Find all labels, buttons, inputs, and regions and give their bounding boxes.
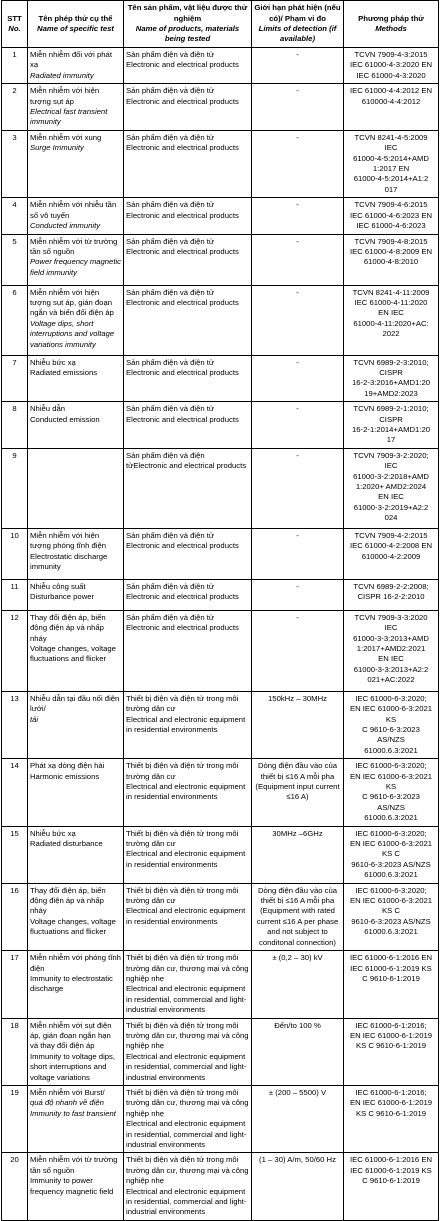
- methods-cell: [344, 234, 439, 285]
- product-cell: [124, 759, 252, 826]
- test-name-en: Conducted emission: [30, 414, 100, 424]
- method-line: IEC 61000-6-1:2016;: [355, 1020, 427, 1030]
- limit-cell: -: [252, 528, 344, 579]
- method-line: KS C 9610-6-1:2019: [355, 1041, 427, 1051]
- test-name-cell: [28, 579, 124, 610]
- test-name-cell: [28, 691, 124, 758]
- product-cell: [124, 1153, 252, 1220]
- limit-cell: -: [252, 355, 344, 402]
- product-vi: Thiết bị điện và điện tử trong môi trường dân cư: [126, 693, 239, 714]
- limit-cell: ± (0,2 – 30) kV: [252, 951, 344, 1018]
- product-vi: Thiết bị điện và điện tử trong môi trường dân cư, thương mại và công nghiệp nhẹ: [126, 1020, 249, 1051]
- table-row: [2, 1018, 439, 1085]
- product-cell: [124, 610, 252, 691]
- method-line: 61000-4-5:2014+A1:2: [353, 174, 429, 184]
- method-line: IEC 61000-6-1:2019 KS: [350, 963, 432, 973]
- header-product-vi: Tên sản phẩm, vật liệu được thử nghiệm: [127, 3, 248, 23]
- row-number: 1: [2, 48, 28, 84]
- product-en: Electronic and electrical products: [126, 143, 239, 153]
- row-number: 9: [2, 448, 28, 528]
- methods-cell: [344, 402, 439, 449]
- row-number: 7: [2, 355, 28, 402]
- header-limit: [252, 1, 344, 48]
- header-stt-en: No.: [8, 24, 21, 33]
- method-line: EN IEC 61000-6-1:2019: [349, 1030, 433, 1040]
- method-line: 017: [384, 184, 398, 194]
- test-name-vi: Miễn nhiễm với hiện tượng sụt áp, gián đoạn ngắn và biến đổi điện áp: [30, 287, 114, 318]
- row-number: 13: [2, 691, 28, 758]
- product-cell: [124, 234, 252, 285]
- method-line: CISPR: [379, 414, 403, 424]
- methods-cell: [344, 1018, 439, 1085]
- test-name-en: Immunity to electrostatic discharge: [30, 973, 113, 994]
- limit-cell: (1 – 30) A/m, 50/60 Hz: [252, 1153, 344, 1220]
- method-line: 9610-6-3:2023 AS/NZS: [351, 916, 431, 926]
- product-cell: [124, 528, 252, 579]
- methods-cell: [344, 610, 439, 691]
- test-name-cell: [28, 130, 124, 197]
- methods-cell: [344, 691, 439, 758]
- product-cell: [124, 1018, 252, 1085]
- methods-cell: [344, 1085, 439, 1152]
- header-limit-en: Limits of detection (if available): [258, 24, 337, 44]
- test-name-en: Conducted immunity: [30, 221, 101, 231]
- row-number: 10: [2, 528, 28, 579]
- test-name-vi: Miễn nhiễm với từ trường tần số nguồn: [30, 236, 118, 256]
- test-name-en: Immunity to voltage dips, short interruptions and voltage variations: [30, 1051, 116, 1082]
- limit-cell: Đến/to 100 %: [252, 1018, 344, 1085]
- test-name-cell: [28, 951, 124, 1018]
- test-name-en: Voltage changes, voltage fluctuations and flicker: [30, 916, 116, 937]
- method-line: IEC 61000-6-1:2019 KS: [350, 1165, 432, 1175]
- test-name-cell: [28, 610, 124, 691]
- table-row: [2, 84, 439, 131]
- test-name-cell: [28, 883, 124, 950]
- row-number: 4: [2, 198, 28, 234]
- row-number: 19: [2, 1085, 28, 1152]
- methods-cell: [344, 285, 439, 355]
- test-name-vi: Nhiễu dẫn tại đầu nối điện lưới/: [30, 693, 120, 714]
- product-vi: Sản phẩm điện và điện tử: [126, 404, 215, 414]
- method-line: AS/NZS: [377, 802, 405, 812]
- table-row: [2, 1085, 439, 1152]
- method-line: EN IEC 61000-6-3:2021 KS: [349, 704, 433, 724]
- method-line: 17: [386, 435, 396, 445]
- methods-cell: [344, 759, 439, 826]
- method-line: 1:2017+AMD2:2021: [356, 643, 426, 653]
- test-name-vi: Miễn nhiễm với xung: [30, 132, 102, 142]
- limit-cell: Dòng điện đầu vào của thiết bị ≤16 A mỗi pha (Equipment with rated current ≤16 A per phase and not subject to conditonal connection): [252, 883, 344, 950]
- row-number: 17: [2, 951, 28, 1018]
- header-product-en: Name of products, materials being tested: [135, 24, 240, 44]
- test-name-cell: [28, 48, 124, 84]
- test-name-en: Radiated immunity: [30, 70, 94, 80]
- test-name-vi: Miễn nhiễm với sụt điện áp, gián đoạn ngắn hạn và thay đổi điện áp: [30, 1020, 112, 1051]
- method-line: IEC 61000-4-4:2012 EN: [349, 86, 433, 96]
- method-line: 61000.6.3:2021: [364, 745, 418, 755]
- product-cell: [124, 883, 252, 950]
- method-line: 61000-4-5:2014+AMD: [353, 153, 429, 163]
- table-row: [2, 951, 439, 1018]
- method-line: TCVN 7909-4-3:2015: [354, 50, 428, 59]
- row-number: 18: [2, 1018, 28, 1085]
- methods-cell: [344, 528, 439, 579]
- limit-cell: 30MHz –6GHz: [252, 826, 344, 883]
- test-name-en: Voltage changes, voltage fluctuations and flicker: [30, 643, 116, 664]
- limit-cell: -: [252, 402, 344, 449]
- method-line: 61000-3-3:2013+A2:2: [353, 664, 429, 674]
- method-line: CISPR: [379, 367, 403, 377]
- row-number: 15: [2, 826, 28, 883]
- product-vi: Sản phẩm điện và điện tử: [126, 287, 215, 297]
- limit-cell: -: [252, 130, 344, 197]
- method-line: TCVN 7909-3-2:2020;: [353, 450, 429, 460]
- method-line: 16-2-3:2016+AMD1:20: [352, 378, 430, 388]
- product-cell: [124, 691, 252, 758]
- test-name-vi: Miễn nhiễm đối với phát xạ: [30, 50, 112, 70]
- table-row: [2, 579, 439, 610]
- method-line: 024: [384, 513, 398, 523]
- product-vi: Sản phẩm điện và điện tử: [126, 86, 215, 96]
- method-line: 61000.6.3:2021: [364, 927, 418, 937]
- test-name-en: Radiated emissions: [30, 367, 98, 377]
- product-en: Electrical and electronic equipment in residential, commercial and light-industrial environments: [126, 984, 247, 1015]
- header-product: [124, 1, 252, 48]
- test-name-cell: [28, 1085, 124, 1152]
- row-number: 20: [2, 1153, 28, 1220]
- method-line: IEC: [384, 461, 398, 471]
- test-name-cell: [28, 198, 124, 234]
- method-line: C 9610-6-1:2019: [362, 973, 420, 983]
- method-line: 2022: [382, 329, 400, 339]
- product-cell: [124, 579, 252, 610]
- product-vi: Thiết bị điện và điện tử trong môi trường dân cư: [126, 828, 239, 849]
- test-name-en: Electrostatic discharge immunity: [30, 551, 108, 571]
- row-number: 5: [2, 234, 28, 285]
- header-stt-vi: STT: [7, 13, 22, 23]
- method-line: 1:2017 EN: [372, 164, 410, 174]
- table-row: [2, 130, 439, 197]
- product-cell: [124, 48, 252, 84]
- test-name-vi: Nhiễu bức xạ: [30, 828, 76, 838]
- method-line: IEC: [384, 143, 398, 153]
- header-method: [344, 1, 439, 48]
- method-line: TCVN 7909-3-3:2020: [354, 612, 428, 622]
- method-line: KS C 9610-6-1:2019: [355, 1108, 427, 1118]
- method-line: 19+AMD2:2023: [364, 388, 418, 398]
- product-vi: Sản phẩm điện và điện tử: [126, 236, 215, 246]
- test-name-cell: [28, 528, 124, 579]
- method-line: 61000.6.3:2021: [364, 870, 418, 880]
- test-name-en: Voltage dips, short interruptions and voltage variations immunity: [30, 318, 115, 349]
- method-line: IEC 61000-6-1:2016;: [355, 1087, 427, 1097]
- product-vi: Sản phẩm điện và điện tử: [126, 530, 215, 540]
- method-line: IEC: [384, 623, 398, 633]
- test-name-en: Radiated disturbance: [30, 839, 103, 849]
- method-line: TCVN 7909-4-2:2015: [354, 530, 428, 540]
- row-number: 12: [2, 610, 28, 691]
- row-number: 2: [2, 84, 28, 131]
- methods-cell: [344, 198, 439, 234]
- product-vi: Sản phẩm điện và điện tử: [126, 581, 215, 591]
- product-cell: [124, 402, 252, 449]
- test-name-cell: [28, 234, 124, 285]
- product-en: Electronic and electrical products: [126, 367, 239, 377]
- product-vi: Sản phẩm điện và điện: [126, 450, 205, 460]
- test-name-vi: Miễn nhiễm với hiện tượng sụt áp: [30, 86, 100, 106]
- product-vi: Thiết bị điện và điện tử trong môi trường dân cư: [126, 761, 239, 781]
- product-en: Electronic and electrical products: [126, 210, 239, 220]
- method-line: TCVN 8241-4-5:2009: [354, 132, 428, 142]
- test-name-vi: Thay đổi điện áp, biến động điện áp và nhấp nháy: [30, 612, 106, 643]
- method-line: TCVN 7909-4-8:2015: [354, 236, 428, 246]
- test-name-cell: [28, 1018, 124, 1085]
- product-en: Electrical and electronic equipment in residential environments: [126, 714, 246, 734]
- limit-cell: -: [252, 610, 344, 691]
- product-en: Electronic and electrical products: [126, 414, 239, 424]
- product-en: Electrical and electronic equipment in residential, commercial and light-industrial environments: [126, 1119, 247, 1149]
- product-en: Electronic and electrical products: [126, 297, 239, 307]
- test-name-cell: [28, 448, 124, 528]
- row-number: 14: [2, 759, 28, 826]
- method-line: TCVN 6989-2-2:2008;: [353, 581, 429, 591]
- header-test-vi: Tên phép thử cụ thể: [38, 13, 113, 23]
- limit-cell: -: [252, 48, 344, 84]
- table-row: [2, 826, 439, 883]
- methods-cell: [344, 579, 439, 610]
- method-line: 1:2020+ AMD2:2024: [355, 481, 427, 491]
- test-name-cell: [28, 84, 124, 131]
- test-name-en: quá độ nhanh về điện Immunity to fast transient: [30, 1098, 116, 1118]
- test-name-cell: [28, 759, 124, 826]
- method-line: IEC 61000-6-1:2016 EN: [349, 953, 433, 963]
- methods-cell: [344, 355, 439, 402]
- product-vi: Sản phẩm điện và điện tử: [126, 357, 215, 367]
- method-line: CISPR 16-2-2:2010: [357, 592, 425, 602]
- test-name-cell: [28, 1153, 124, 1220]
- methods-cell: [344, 448, 439, 528]
- method-line: 16-2-1:2014+AMD1:20: [352, 424, 430, 434]
- product-vi: Thiết bị điện và điện tử trong môi trường dân cư, thương mại và công nghiệp nhẹ: [126, 953, 249, 983]
- method-line: IEC 61000-4-3:2020 EN: [349, 60, 433, 70]
- table-row: [2, 610, 439, 691]
- header-test-en: Name of specific test: [37, 24, 114, 33]
- method-line: 61000.6.3:2021: [364, 813, 418, 823]
- limit-cell: -: [252, 234, 344, 285]
- test-name-vi: Nhiễu dẫn: [30, 404, 66, 414]
- test-name-en: Immunity to power frequency magnetic field: [30, 1176, 114, 1196]
- test-name-cell: [28, 402, 124, 449]
- test-name-en: Electrical fast transient immunity: [30, 107, 108, 127]
- methods-cell: [344, 130, 439, 197]
- test-name-cell: [28, 355, 124, 402]
- table-row: [2, 691, 439, 758]
- method-line: TCVN 6989-2-1:2010;: [353, 404, 429, 414]
- methods-cell: [344, 826, 439, 883]
- row-number: 11: [2, 579, 28, 610]
- test-name-vi: Miễn nhiễm với hiện tượng phóng tĩnh điện: [30, 530, 107, 551]
- test-name-vi: Miễn nhiễm với phóng tĩnh điện: [30, 953, 121, 973]
- product-en: Electrical and electronic equipment in residential, commercial and light-industrial environments: [126, 1051, 247, 1082]
- row-number: 6: [2, 285, 28, 355]
- row-number: 3: [2, 130, 28, 197]
- method-line: AS/NZS: [377, 735, 405, 745]
- methods-cell: [344, 1153, 439, 1220]
- limit-cell: -: [252, 579, 344, 610]
- test-name-vi: Nhiễu bức xạ: [30, 357, 76, 367]
- method-line: IEC 61000-6-1:2016 EN: [349, 1155, 433, 1165]
- product-cell: [124, 198, 252, 234]
- method-line: 610000-4-4:2012: [361, 96, 421, 106]
- product-en: Electrical and electronic equipment in residential, commercial and light-industrial environments: [126, 1186, 247, 1217]
- test-name-vi: Miễn nhiễm với từ trường tần số nguồn: [30, 1155, 118, 1175]
- product-cell: [124, 826, 252, 883]
- method-line: IEC 61000-4-6:2023 EN: [349, 210, 433, 220]
- product-en: tửElectronic and electrical products: [126, 461, 247, 471]
- limit-cell: -: [252, 285, 344, 355]
- limit-cell: -: [252, 84, 344, 131]
- product-cell: [124, 130, 252, 197]
- method-line: EN IEC 61000-6-1:2019: [349, 1098, 433, 1108]
- product-vi: Sản phẩm điện và điện tử: [126, 132, 215, 142]
- method-line: 9610-6-3:2023 AS/NZS: [351, 859, 431, 869]
- method-line: IEC 61000-6-3:2020;: [355, 885, 427, 895]
- header-method-en: Methods: [375, 24, 407, 33]
- product-cell: [124, 1085, 252, 1152]
- product-cell: [124, 448, 252, 528]
- test-methods-table: [1, 0, 439, 1221]
- product-en: Electronic and electrical products: [126, 623, 239, 633]
- methods-cell: [344, 48, 439, 84]
- table-row: [2, 234, 439, 285]
- test-name-en: Power frequency magnetic field immunity: [30, 257, 122, 277]
- method-line: EN IEC: [378, 492, 404, 502]
- product-cell: [124, 84, 252, 131]
- product-en: Electronic and electrical products: [126, 541, 239, 551]
- product-cell: [124, 951, 252, 1018]
- product-vi: Sản phẩm điện và điện tử: [126, 200, 215, 210]
- product-en: Electronic and electrical products: [126, 246, 239, 256]
- test-name-vi: Miễn nhiễm với nhiễu tần số vô tuyến: [30, 200, 117, 220]
- method-line: 61000-3-2:2018+AMD: [353, 471, 429, 481]
- method-line: IEC 61000-6-3:2020;: [355, 693, 427, 703]
- product-cell: [124, 355, 252, 402]
- method-line: IEC 61000-6-3:2020;: [355, 828, 427, 838]
- test-name-vi: Nhiễu công suất: [30, 581, 86, 591]
- method-line: IEC 61000-4-8:2009 EN: [349, 246, 433, 256]
- table-row: [2, 285, 439, 355]
- method-line: EN IEC: [378, 654, 404, 664]
- product-en: Electrical and electronic equipment in residential environments: [126, 906, 246, 926]
- product-en: Electronic and electrical products: [126, 60, 239, 70]
- test-name-en: tải: [30, 714, 39, 724]
- product-vi: Sản phẩm điện và điện tử: [126, 50, 215, 59]
- product-cell: [124, 285, 252, 355]
- test-name-en: Surge Immunity: [30, 143, 84, 153]
- method-line: 61000-4-8:2010: [363, 257, 419, 267]
- product-vi: Sản phẩm điện và điện tử: [126, 612, 215, 622]
- methods-cell: [344, 951, 439, 1018]
- table-row: [2, 48, 439, 84]
- method-line: IEC 61000-4-11:2020: [354, 297, 428, 307]
- method-line: EN IEC 61000-6-3:2021 KS C: [349, 839, 433, 859]
- method-line: TCVN 7909-4-6:2015: [354, 200, 428, 210]
- method-line: TCVN 6989-2-3:2010;: [353, 357, 429, 367]
- limit-cell: -: [252, 448, 344, 528]
- method-line: 021+AC:2022: [367, 675, 415, 685]
- method-line: IEC 61000-4-3:2020: [356, 70, 426, 80]
- test-name-vi: Thay đổi điện áp, biến động điện áp và nhấp nháy: [30, 885, 106, 916]
- method-line: C 9610-6-1:2019: [362, 1176, 420, 1186]
- product-vi: Thiết bị điện và điện tử trong môi trường dân cư: [126, 885, 239, 906]
- method-line: EN IEC: [378, 308, 404, 318]
- product-en: Electrical and electronic equipment in residential environments: [126, 849, 246, 869]
- test-name-vi: Phát xạ dòng điện hài: [30, 761, 105, 771]
- product-en: Electronic and electrical products: [126, 592, 239, 602]
- limit-cell: ± (200 – 5500) V: [252, 1085, 344, 1152]
- method-line: 61000-4-11:2020+AC:: [353, 318, 429, 328]
- table-row: [2, 448, 439, 528]
- table-row: [2, 198, 439, 234]
- table-header-row: [2, 1, 439, 48]
- header-stt: [2, 1, 28, 48]
- table-row: [2, 1153, 439, 1220]
- product-en: Electronic and electrical products: [126, 96, 239, 106]
- row-number: 8: [2, 402, 28, 449]
- test-name-en: Harmonic emissions: [30, 771, 100, 781]
- method-line: C 9610-6-3:2023: [362, 724, 420, 734]
- product-vi: Thiết bị điện và điện tử trong môi trường dân cư, thương mại và công nghiệp nhẹ: [126, 1155, 249, 1186]
- methods-cell: [344, 883, 439, 950]
- method-line: 61000-3-2:2019+A2:2: [353, 502, 429, 512]
- methods-cell: [344, 84, 439, 131]
- table-row: [2, 528, 439, 579]
- header-test-name: [28, 1, 124, 48]
- method-line: EN IEC 61000-6-3:2021 KS C: [349, 896, 433, 916]
- product-en: Electrical and electronic equipment in residential environments: [126, 782, 246, 802]
- table-row: [2, 759, 439, 826]
- method-line: IEC 61000-4-6:2023: [356, 221, 426, 231]
- table-row: [2, 402, 439, 449]
- method-line: IEC 61000-4-2:2008 EN: [349, 541, 433, 551]
- test-name-cell: [28, 285, 124, 355]
- row-number: 16: [2, 883, 28, 950]
- method-line: IEC 61000-6-3:2020;: [355, 761, 427, 771]
- limit-cell: -: [252, 198, 344, 234]
- test-name-en: Disturbance power: [30, 592, 95, 602]
- table-row: [2, 355, 439, 402]
- method-line: 61000-3-3:2013+AMD: [353, 633, 429, 643]
- method-line: 610000-4-2:2009: [361, 551, 421, 561]
- header-method-vi: Phương pháp thử: [358, 13, 424, 23]
- limit-cell: 150kHz – 30MHz: [252, 691, 344, 758]
- method-line: C 9610-6-3:2023: [362, 792, 420, 802]
- method-line: TCVN 8241-4-11:2009: [352, 287, 430, 297]
- product-vi: Thiết bị điện và điện tử trong môi trường dân cư, thương mại và công nghiệp nhẹ: [126, 1087, 249, 1118]
- test-name-vi: Miễn nhiễm với Burst/: [30, 1087, 105, 1097]
- test-name-cell: [28, 826, 124, 883]
- table-row: [2, 883, 439, 950]
- method-line: EN IEC 61000-6-3:2021 KS: [349, 771, 433, 791]
- header-limit-vi: Giới hạn phát hiện (nếu có)/ Phạm vi đo: [254, 3, 341, 23]
- limit-cell: Dòng điện đầu vào của thiết bị ≤16 A mỗi pha (Equipment input current ≤16 A): [252, 759, 344, 826]
